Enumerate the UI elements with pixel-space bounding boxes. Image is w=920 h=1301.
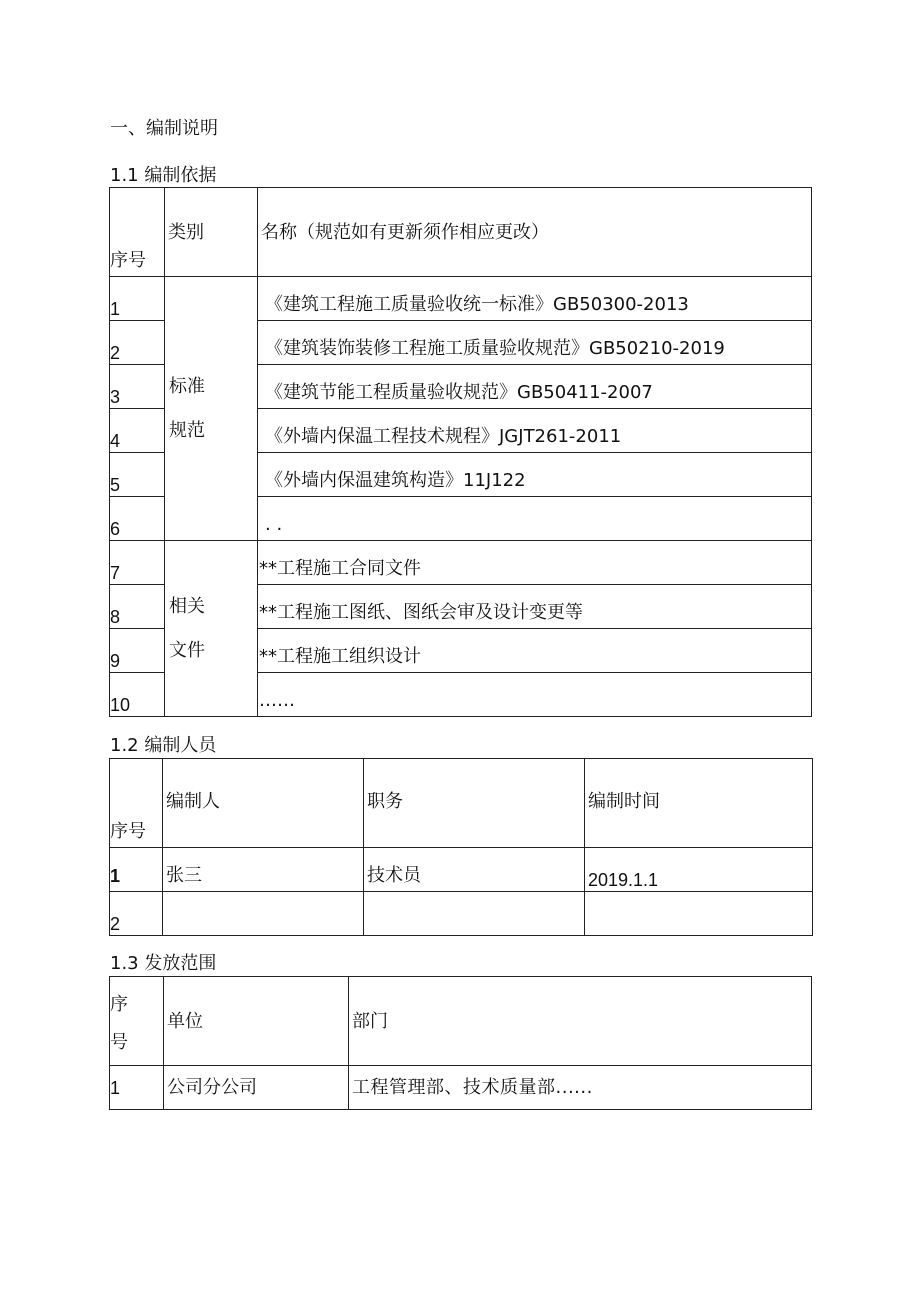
row-no: 5: [110, 453, 165, 497]
row-name: 《建筑节能工程质量验收规范》GB50411-2007: [258, 365, 812, 409]
row-name: **工程施工图纸、图纸会审及设计变更等: [258, 585, 812, 629]
col-header-no-part: 号: [110, 1032, 128, 1053]
row-no: 1: [110, 1066, 164, 1110]
row-name: 《建筑装饰装修工程施工质量验收规范》GB50210-2019: [258, 321, 812, 365]
row-no: 1: [110, 848, 163, 892]
basis-heading: 1.1 编制依据: [110, 165, 217, 186]
distribution-heading: 1.3 发放范围: [110, 953, 217, 974]
row-no: 2: [110, 892, 163, 936]
row-time: 2019.1.1: [585, 848, 813, 892]
row-name: 《外墙内保温工程技术规程》JGJT261-2011: [258, 409, 812, 453]
row-dept: 工程管理部、技术质量部......: [349, 1066, 812, 1110]
col-header-no: 序号: [110, 759, 163, 848]
category-docs: [165, 541, 258, 717]
category-label: 相关: [169, 595, 205, 617]
table-header-row: [110, 188, 812, 277]
row-name: **工程施工组织设计: [258, 629, 812, 673]
row-no: 9: [110, 629, 165, 673]
col-header-category: 类别: [165, 188, 258, 277]
col-header-time: 编制时间: [585, 759, 813, 848]
table-row: [110, 541, 812, 585]
row-time: [585, 892, 813, 936]
basis-table: [109, 187, 812, 717]
row-no: 1: [110, 277, 165, 321]
col-header-unit: 单位: [164, 977, 349, 1066]
row-no: 7: [110, 541, 165, 585]
row-name: ……: [258, 673, 812, 717]
table-row: [110, 892, 813, 936]
row-no: 2: [110, 321, 165, 365]
row-no: 4: [110, 409, 165, 453]
row-no: 3: [110, 365, 165, 409]
category-label: 规范: [169, 419, 205, 441]
row-name: . .: [258, 497, 812, 541]
table-row: [110, 1066, 812, 1110]
table-header-row: [110, 977, 812, 1066]
col-header-no-part: 序: [110, 994, 128, 1015]
col-header-no: 序号: [110, 188, 165, 277]
table-row: [110, 848, 813, 892]
col-header-role: 职务: [364, 759, 585, 848]
staff-table: [109, 758, 813, 936]
row-role: 技术员: [364, 848, 585, 892]
row-name: **工程施工合同文件: [258, 541, 812, 585]
row-role: [364, 892, 585, 936]
distribution-table: [109, 976, 812, 1110]
col-header-person: 编制人: [163, 759, 364, 848]
row-name: 《外墙内保温建筑构造》11J122: [258, 453, 812, 497]
row-no: 8: [110, 585, 165, 629]
category-standard: [165, 277, 258, 541]
col-header-name: 名称（规范如有更新须作相应更改）: [258, 188, 812, 277]
row-unit: 公司分公司: [164, 1066, 349, 1110]
row-person: [163, 892, 364, 936]
row-no: 6: [110, 497, 165, 541]
col-header-no: [110, 977, 164, 1066]
category-label: 文件: [169, 639, 205, 661]
row-person: 张三: [163, 848, 364, 892]
row-name: 《建筑工程施工质量验收统一标准》GB50300-2013: [258, 277, 812, 321]
staff-heading: 1.2 编制人员: [110, 735, 217, 756]
category-label: 标准: [169, 375, 205, 397]
col-header-dept: 部门: [349, 977, 812, 1066]
table-header-row: [110, 759, 813, 848]
section-title: 一、编制说明: [110, 118, 218, 139]
table-row: [110, 277, 812, 321]
row-no: 10: [110, 673, 165, 717]
